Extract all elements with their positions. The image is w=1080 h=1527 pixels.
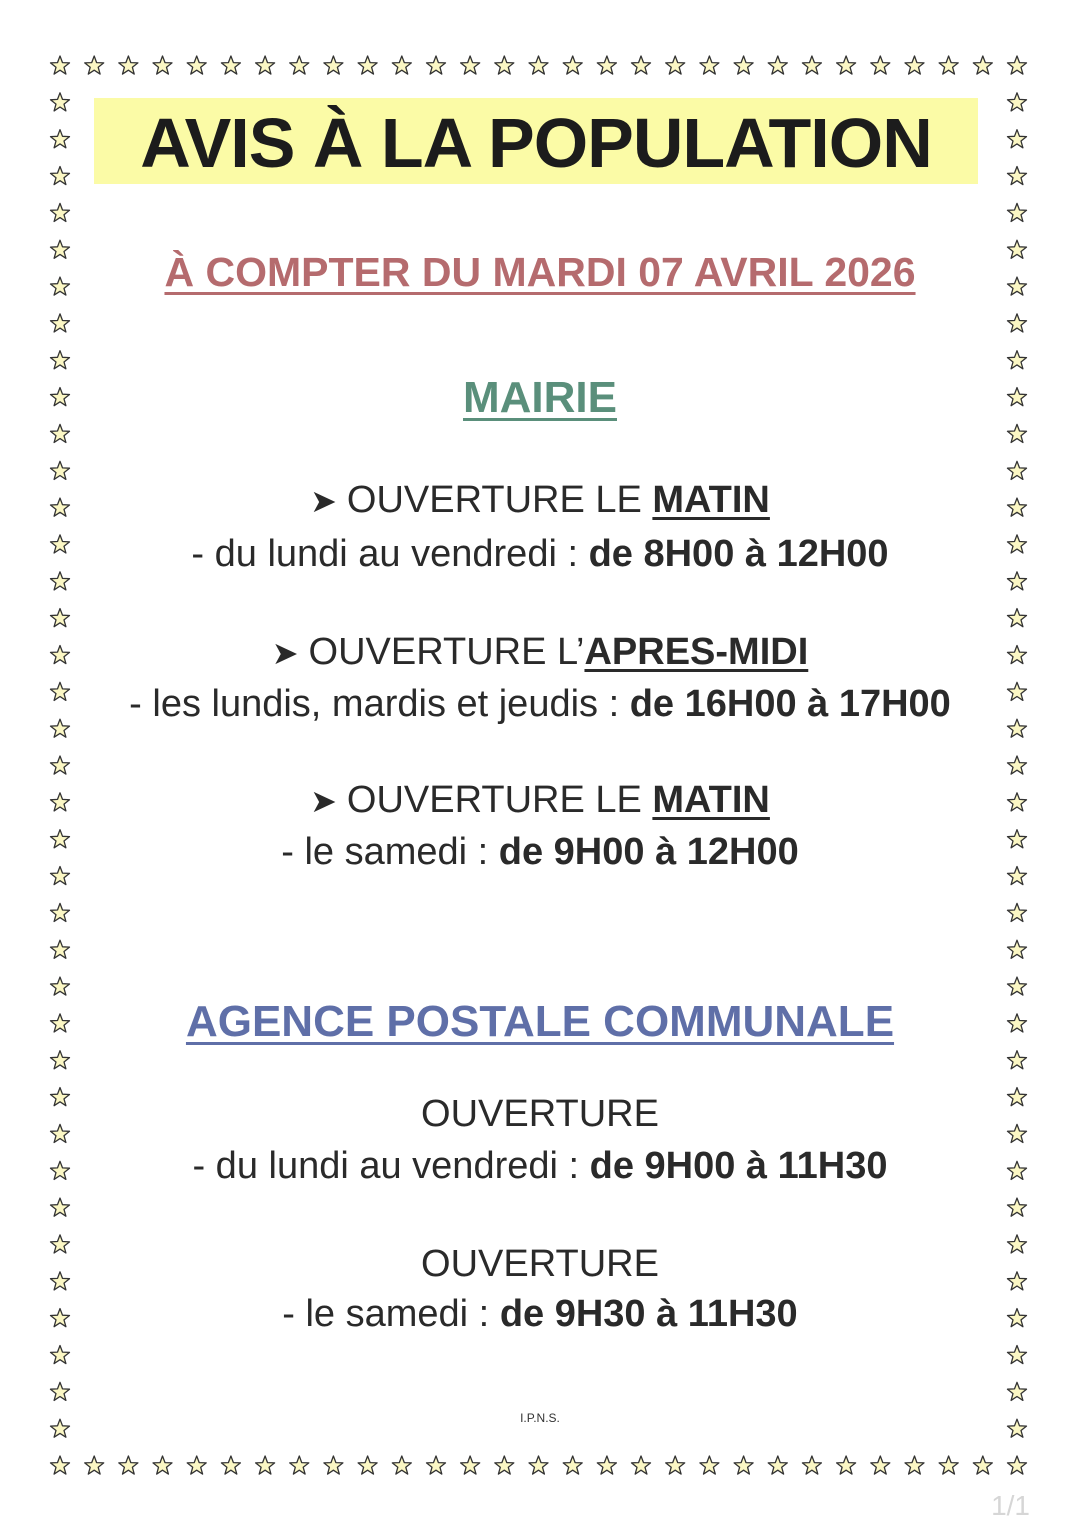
mairie-block-1-hours: [0, 532, 1080, 576]
chevron-right-icon: ➤: [310, 783, 337, 819]
star-outline-icon: [51, 1456, 70, 1474]
star-outline-icon: [153, 1456, 172, 1474]
star-outline-icon: [392, 1456, 411, 1474]
star-outline-icon: [51, 461, 70, 479]
star-outline-icon: [187, 1456, 206, 1474]
agence-block-1-days: - du lundi au vendredi :: [192, 1145, 590, 1187]
star-outline-icon: [119, 56, 138, 74]
star-outline-icon: [1008, 93, 1027, 111]
star-outline-icon: [51, 903, 70, 921]
mairie-block-3-days: - le samedi :: [281, 831, 499, 873]
star-outline-icon: [51, 977, 70, 995]
star-outline-icon: [1008, 609, 1027, 627]
star-outline-icon: [51, 314, 70, 332]
star-outline-icon: [1008, 351, 1027, 369]
agence-block-1-heading: OUVERTURE: [421, 1093, 659, 1135]
mairie-block-1-emphasis: MATIN: [652, 479, 770, 521]
star-outline-icon: [1008, 1198, 1027, 1216]
star-outline-icon: [51, 609, 70, 627]
mairie-block-3-hours: [0, 830, 1080, 874]
mairie-block-2-hours: [0, 682, 1080, 726]
star-outline-icon: [768, 56, 787, 74]
star-outline-icon: [734, 56, 753, 74]
star-outline-icon: [256, 56, 275, 74]
star-outline-icon: [51, 1051, 70, 1069]
star-outline-icon: [1008, 461, 1027, 479]
star-outline-icon: [1008, 56, 1027, 74]
star-outline-icon: [495, 56, 514, 74]
star-outline-icon: [392, 56, 411, 74]
star-outline-icon: [802, 56, 821, 74]
star-outline-icon: [1008, 167, 1027, 185]
agence-block-2-time: de 9H30 à 11H30: [499, 1293, 798, 1335]
star-outline-icon: [51, 167, 70, 185]
star-outline-icon: [768, 1456, 787, 1474]
star-outline-icon: [1008, 130, 1027, 148]
mairie-block-2-prefix: OUVERTURE L’: [308, 631, 585, 673]
star-outline-icon: [1008, 756, 1027, 774]
star-outline-icon: [358, 56, 377, 74]
star-outline-icon: [290, 56, 309, 74]
star-outline-icon: [871, 1456, 890, 1474]
star-outline-icon: [290, 1456, 309, 1474]
star-outline-icon: [563, 1456, 582, 1474]
star-outline-icon: [427, 1456, 446, 1474]
star-outline-icon: [1008, 314, 1027, 332]
star-outline-icon: [871, 56, 890, 74]
agence-block-2-hours: [0, 1292, 1080, 1336]
star-outline-icon: [119, 1456, 138, 1474]
mairie-block-2-emphasis: APRES-MIDI: [584, 631, 809, 673]
star-outline-icon: [973, 56, 992, 74]
star-outline-icon: [221, 1456, 240, 1474]
star-outline-icon: [427, 56, 446, 74]
star-outline-icon: [51, 424, 70, 442]
star-outline-icon: [85, 1456, 104, 1474]
mairie-block-2-heading: [0, 630, 1080, 675]
star-outline-icon: [461, 56, 480, 74]
agence-title: [0, 996, 1080, 1048]
star-outline-icon: [51, 756, 70, 774]
star-outline-icon: [1008, 424, 1027, 442]
star-outline-icon: [973, 1456, 992, 1474]
page-indicator: 1/1: [991, 1490, 1030, 1521]
agence-block-2-days: - le samedi :: [282, 1293, 500, 1335]
star-outline-icon: [529, 1456, 548, 1474]
star-outline-icon: [939, 1456, 958, 1474]
star-outline-icon: [461, 1456, 480, 1474]
mairie-block-1-time: de 8H00 à 12H00: [588, 533, 889, 575]
mairie-block-1-prefix: OUVERTURE LE: [346, 479, 653, 521]
star-outline-icon: [700, 1456, 719, 1474]
star-outline-icon: [1008, 203, 1027, 221]
star-outline-icon: [666, 1456, 685, 1474]
effective-date: [0, 248, 1080, 296]
star-outline-icon: [1008, 1456, 1027, 1474]
ipns-label: I.P.N.S.: [520, 1411, 560, 1425]
star-outline-icon: [666, 56, 685, 74]
star-outline-icon: [51, 93, 70, 111]
agence-block-1-time: de 9H00 à 11H30: [589, 1145, 888, 1187]
star-outline-icon: [85, 56, 104, 74]
star-outline-icon: [905, 56, 924, 74]
mairie-block-3-time: de 9H00 à 12H00: [498, 831, 799, 873]
star-outline-icon: [51, 203, 70, 221]
mairie-block-1-days: - du lundi au vendredi :: [191, 533, 589, 575]
mairie-block-3-emphasis: MATIN: [652, 779, 770, 821]
star-outline-icon: [837, 56, 856, 74]
star-outline-icon: [905, 1456, 924, 1474]
mairie-block-2-time: de 16H00 à 17H00: [629, 683, 951, 725]
star-outline-icon: [495, 1456, 514, 1474]
star-outline-icon: [837, 1456, 856, 1474]
star-outline-icon: [256, 1456, 275, 1474]
mairie-title-text: MAIRIE: [463, 373, 617, 422]
star-outline-icon: [1008, 977, 1027, 995]
mairie-title: [0, 372, 1080, 424]
star-outline-icon: [632, 1456, 651, 1474]
star-outline-icon: [802, 1456, 821, 1474]
star-outline-icon: [597, 56, 616, 74]
star-outline-icon: [1008, 1346, 1027, 1364]
star-outline-icon: [51, 1346, 70, 1364]
mairie-block-3-prefix: OUVERTURE LE: [346, 779, 653, 821]
star-outline-icon: [153, 56, 172, 74]
mairie-block-3-heading: [0, 778, 1080, 823]
mairie-block-2-days: - les lundis, mardis et jeudis :: [129, 683, 630, 725]
star-outline-icon: [1008, 940, 1027, 958]
effective-date-text: À COMPTER DU MARDI 07 AVRIL 2026: [164, 249, 916, 295]
star-outline-icon: [632, 56, 651, 74]
star-outline-icon: [324, 1456, 343, 1474]
star-outline-icon: [51, 1198, 70, 1216]
star-outline-icon: [358, 1456, 377, 1474]
agence-title-text: AGENCE POSTALE COMMUNALE: [185, 997, 895, 1046]
star-outline-icon: [529, 56, 548, 74]
star-outline-icon: [1008, 1051, 1027, 1069]
star-outline-icon: [51, 56, 70, 74]
mairie-block-1-heading: [0, 478, 1080, 523]
star-outline-icon: [700, 56, 719, 74]
agence-block-2-heading: OUVERTURE: [421, 1243, 659, 1285]
chevron-right-icon: ➤: [271, 635, 299, 671]
star-outline-icon: [51, 130, 70, 148]
star-outline-icon: [1008, 903, 1027, 921]
star-outline-icon: [324, 56, 343, 74]
star-outline-icon: [597, 1456, 616, 1474]
star-outline-icon: [221, 56, 240, 74]
star-outline-icon: [51, 351, 70, 369]
star-outline-icon: [563, 56, 582, 74]
star-outline-icon: [51, 1382, 70, 1400]
star-outline-icon: [734, 1456, 753, 1474]
star-outline-icon: [51, 940, 70, 958]
star-outline-icon: [939, 56, 958, 74]
agence-block-1-hours: [0, 1144, 1080, 1188]
star-outline-icon: [1008, 1382, 1027, 1400]
chevron-right-icon: ➤: [310, 483, 337, 519]
notice-title: AVIS À LA POPULATION: [94, 98, 978, 184]
star-outline-icon: [187, 56, 206, 74]
